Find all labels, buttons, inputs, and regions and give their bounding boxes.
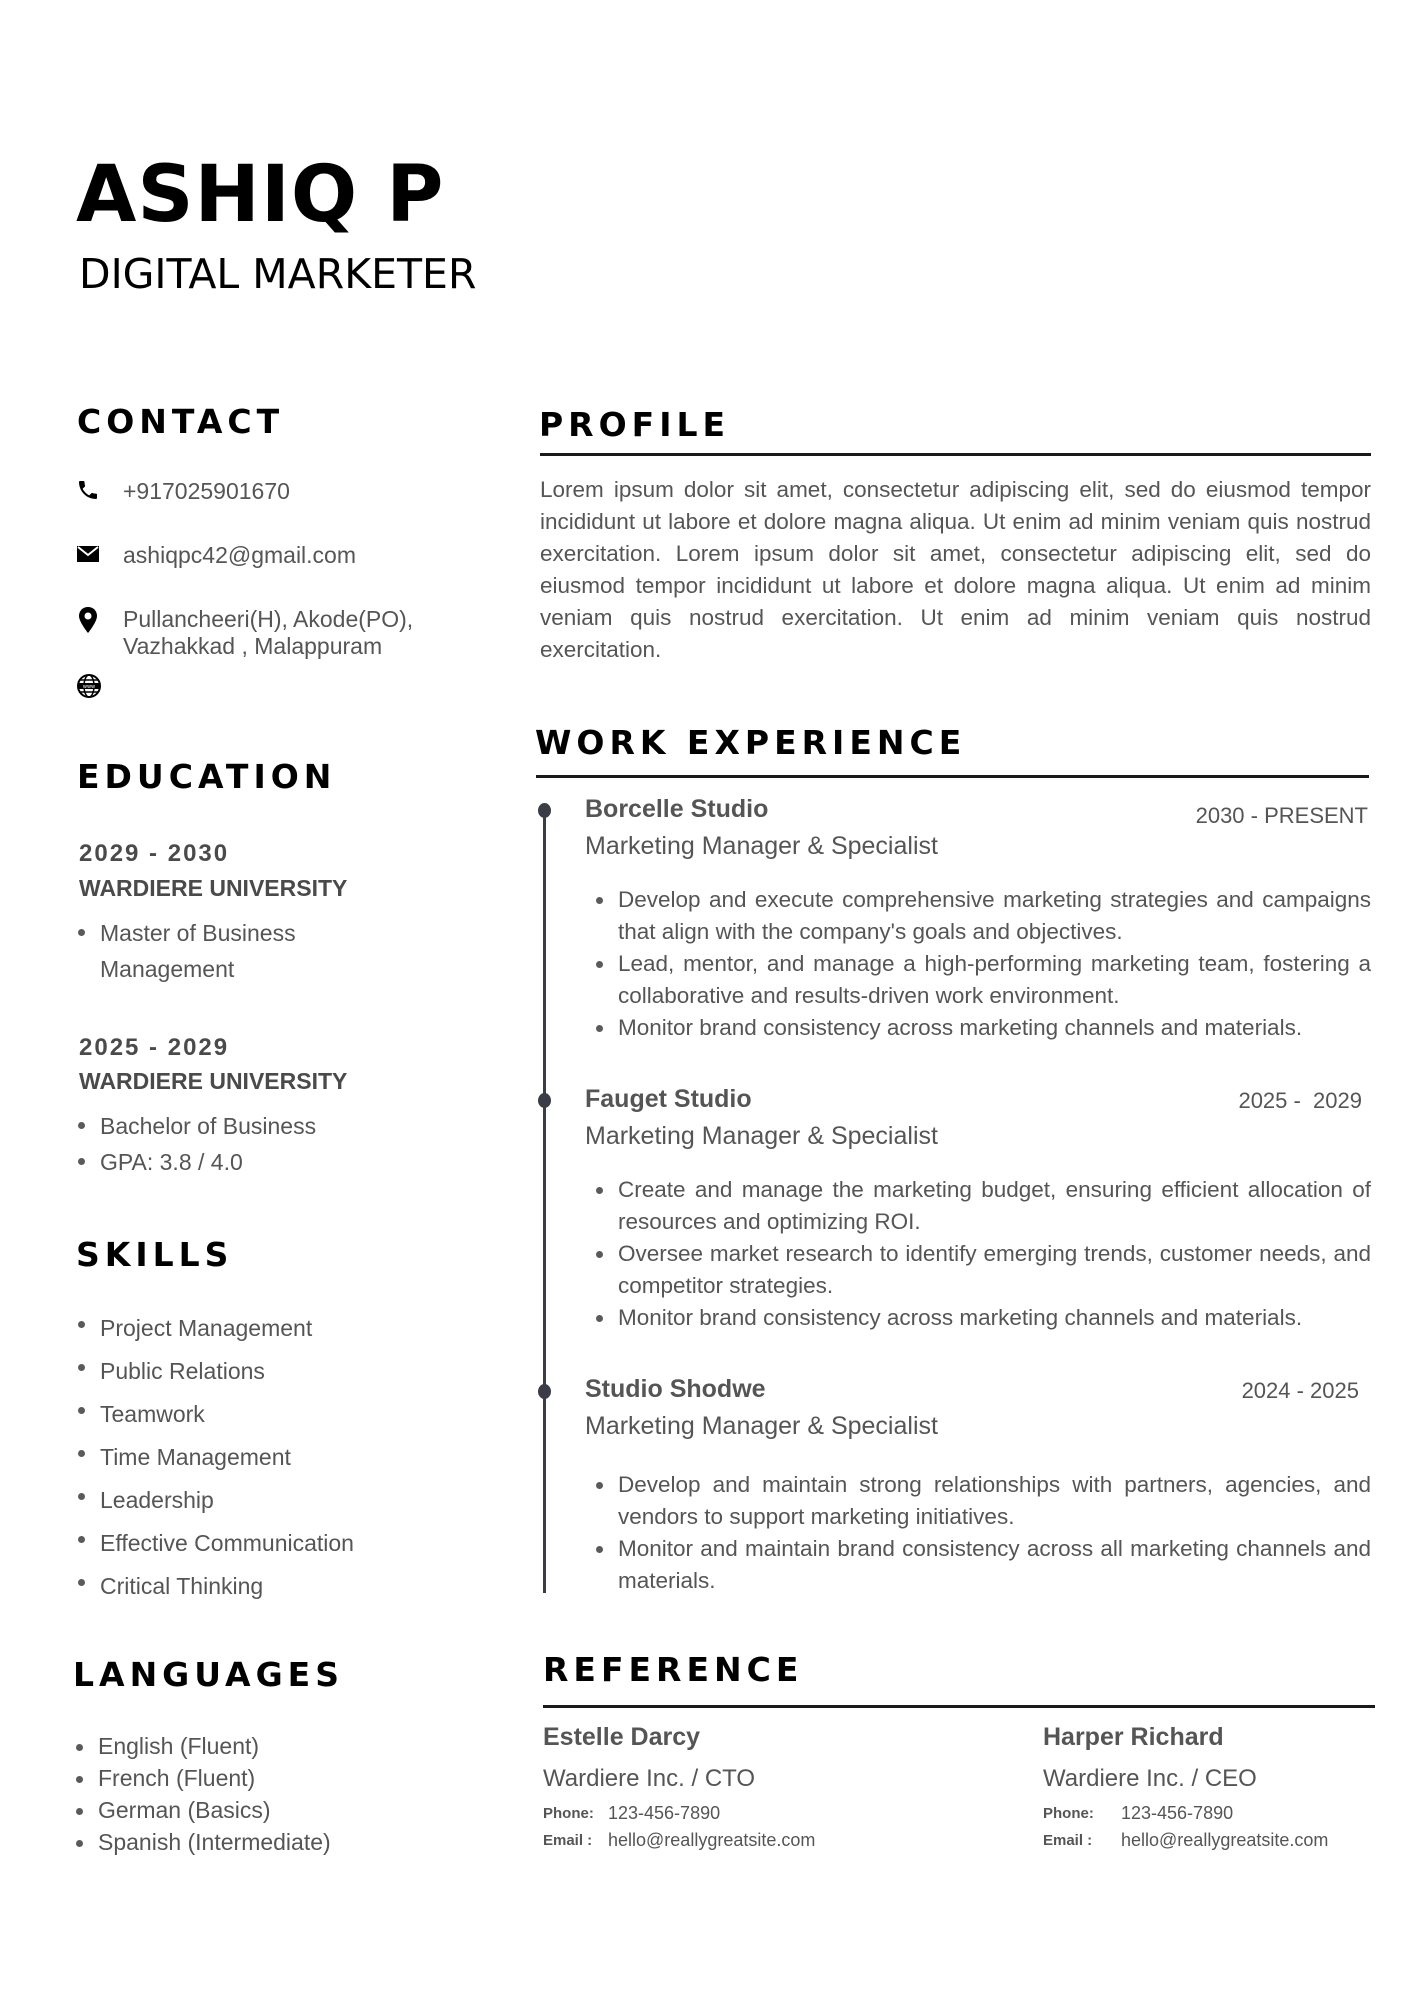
globe-www-icon: [76, 673, 102, 699]
skill-item: Public Relations: [78, 1350, 354, 1393]
job-bullets: [596, 1174, 1371, 1334]
job-bullet: Oversee market research to identify emerging trends, customer needs, and competitor strategies.: [596, 1238, 1371, 1302]
job-dates: 2030 - PRESENT: [1195, 803, 1368, 828]
job-bullet: Monitor brand consistency across marketing channels and materials.: [596, 1302, 1371, 1334]
reference-email-row: [1043, 1830, 1383, 1851]
reference-email-row: [543, 1830, 983, 1851]
email-label: Email :: [1043, 1832, 1093, 1849]
timeline-dot: [538, 803, 551, 818]
job-bullet: Develop and execute comprehensive marketing strategies and campaigns that align with the company's goals and objectives.: [596, 884, 1371, 948]
candidate-name: ASHIQ P: [76, 150, 445, 240]
svg-text:www: www: [82, 684, 96, 690]
skill-item: Time Management: [78, 1436, 354, 1479]
profile-divider: [540, 453, 1371, 456]
language-item: German (Basics): [76, 1794, 331, 1826]
phone-icon: [76, 478, 102, 504]
reference-name: Estelle Darcy: [543, 1723, 701, 1751]
reference-heading: REFERENCE: [543, 1650, 804, 1689]
address-line-1: Pullancheeri(H), Akode(PO),: [123, 606, 414, 632]
skill-item: Project Management: [78, 1307, 354, 1350]
job-dates: 2025 - 2029: [1238, 1088, 1362, 1113]
skills-list: [78, 1307, 354, 1608]
language-item: French (Fluent): [76, 1762, 331, 1794]
job-bullet: Lead, mentor, and manage a high-performing marketing team, fostering a collaborative and results-driven work environment.: [596, 948, 1371, 1012]
work-experience-heading: WORK EXPERIENCE: [535, 723, 967, 762]
education-dates: 2025 - 2029: [79, 1034, 230, 1061]
skill-item: Leadership: [78, 1479, 354, 1522]
reference-company: Wardiere Inc. / CEO: [1043, 1765, 1257, 1792]
languages-list: [76, 1730, 331, 1858]
reference-email[interactable]: hello@reallygreatsite.com: [1121, 1830, 1329, 1850]
location-pin-icon: [76, 606, 102, 632]
reference-divider: [543, 1705, 1375, 1708]
mail-icon: [76, 542, 102, 568]
education-dates: 2029 - 2030: [79, 840, 230, 867]
phone-label: Phone:: [1043, 1805, 1094, 1822]
education-items: [78, 915, 378, 987]
education-item: Master of Business Management: [78, 915, 378, 987]
skill-item: Teamwork: [78, 1393, 354, 1436]
job-bullets: [596, 884, 1371, 1044]
timeline-dot: [538, 1384, 551, 1399]
education-school: WARDIERE UNIVERSITY: [79, 875, 348, 901]
language-item: Spanish (Intermediate): [76, 1826, 331, 1858]
job-bullet: Monitor brand consistency across marketing channels and materials.: [596, 1012, 1371, 1044]
timeline-line: [543, 808, 546, 1593]
contact-heading: CONTACT: [77, 402, 285, 441]
profile-summary: Lorem ipsum dolor sit amet, consectetur adipiscing elit, sed do eiusmod tempor incididunt ut labore et dolore magna aliqua. Ut enim ad minim veniam quis nostrud exercitation. Lorem ipsum dolor sit amet, consectetur adipiscing elit, sed do eiusmod tempor incididunt ut labore et dolore magna aliqua. Ut enim ad minim veniam quis nostrud exercitation. Ut enim ad minim veniam quis nostrud exercitation.: [540, 477, 1371, 662]
job-title: DIGITAL MARKETER: [79, 250, 477, 298]
education-school: WARDIERE UNIVERSITY: [79, 1068, 348, 1094]
skills-heading: SKILLS: [76, 1235, 234, 1274]
reference-phone-row: [543, 1803, 983, 1824]
phone-label: Phone:: [543, 1805, 594, 1822]
job-company: Borcelle Studio: [585, 795, 769, 823]
job-dates: 2024 - 2025: [1241, 1378, 1359, 1403]
education-item: GPA: 3.8 / 4.0: [78, 1144, 316, 1180]
reference-phone-row: [1043, 1803, 1383, 1824]
email-address[interactable]: ashiqpc42@gmail.com: [123, 542, 357, 568]
languages-heading: LANGUAGES: [73, 1655, 344, 1694]
job-bullet: Monitor and maintain brand consistency across all marketing channels and materials.: [596, 1533, 1371, 1597]
contact-address: [76, 606, 413, 660]
address: [123, 606, 413, 660]
job-company: Studio Shodwe: [585, 1375, 766, 1403]
contact-phone: [76, 478, 290, 505]
reference-phone[interactable]: 123-456-7890: [608, 1803, 721, 1823]
profile-heading: PROFILE: [539, 405, 731, 444]
work-experience-divider: [536, 775, 1369, 778]
skill-item: Effective Communication: [78, 1522, 354, 1565]
job-bullet: Develop and maintain strong relationships with partners, agencies, and vendors to support marketing initiatives.: [596, 1469, 1371, 1533]
job-bullets: [596, 1469, 1371, 1597]
job-company: Fauget Studio: [585, 1085, 752, 1113]
job-bullet: Create and manage the marketing budget, ensuring efficient allocation of resources and optimizing ROI.: [596, 1174, 1371, 1238]
reference-name: Harper Richard: [1043, 1723, 1224, 1751]
education-item: Bachelor of Business: [78, 1108, 316, 1144]
reference-card: [1043, 1723, 1383, 1851]
reference-phone[interactable]: 123-456-7890: [1121, 1803, 1234, 1823]
reference-email[interactable]: hello@reallygreatsite.com: [608, 1830, 816, 1850]
job-role: Marketing Manager & Specialist: [585, 832, 938, 860]
address-line-2: Vazhakkad , Malappuram: [123, 633, 383, 659]
reference-card: [543, 1723, 983, 1851]
phone-number[interactable]: +917025901670: [123, 478, 290, 504]
education-items: [78, 1108, 316, 1180]
email-label: Email :: [543, 1832, 593, 1849]
timeline-dot: [538, 1093, 551, 1108]
contact-email: [76, 542, 356, 569]
language-item: English (Fluent): [76, 1730, 331, 1762]
skill-item: Critical Thinking: [78, 1565, 354, 1608]
education-heading: EDUCATION: [77, 757, 337, 796]
job-role: Marketing Manager & Specialist: [585, 1412, 938, 1440]
reference-company: Wardiere Inc. / CTO: [543, 1765, 756, 1792]
job-role: Marketing Manager & Specialist: [585, 1122, 938, 1150]
